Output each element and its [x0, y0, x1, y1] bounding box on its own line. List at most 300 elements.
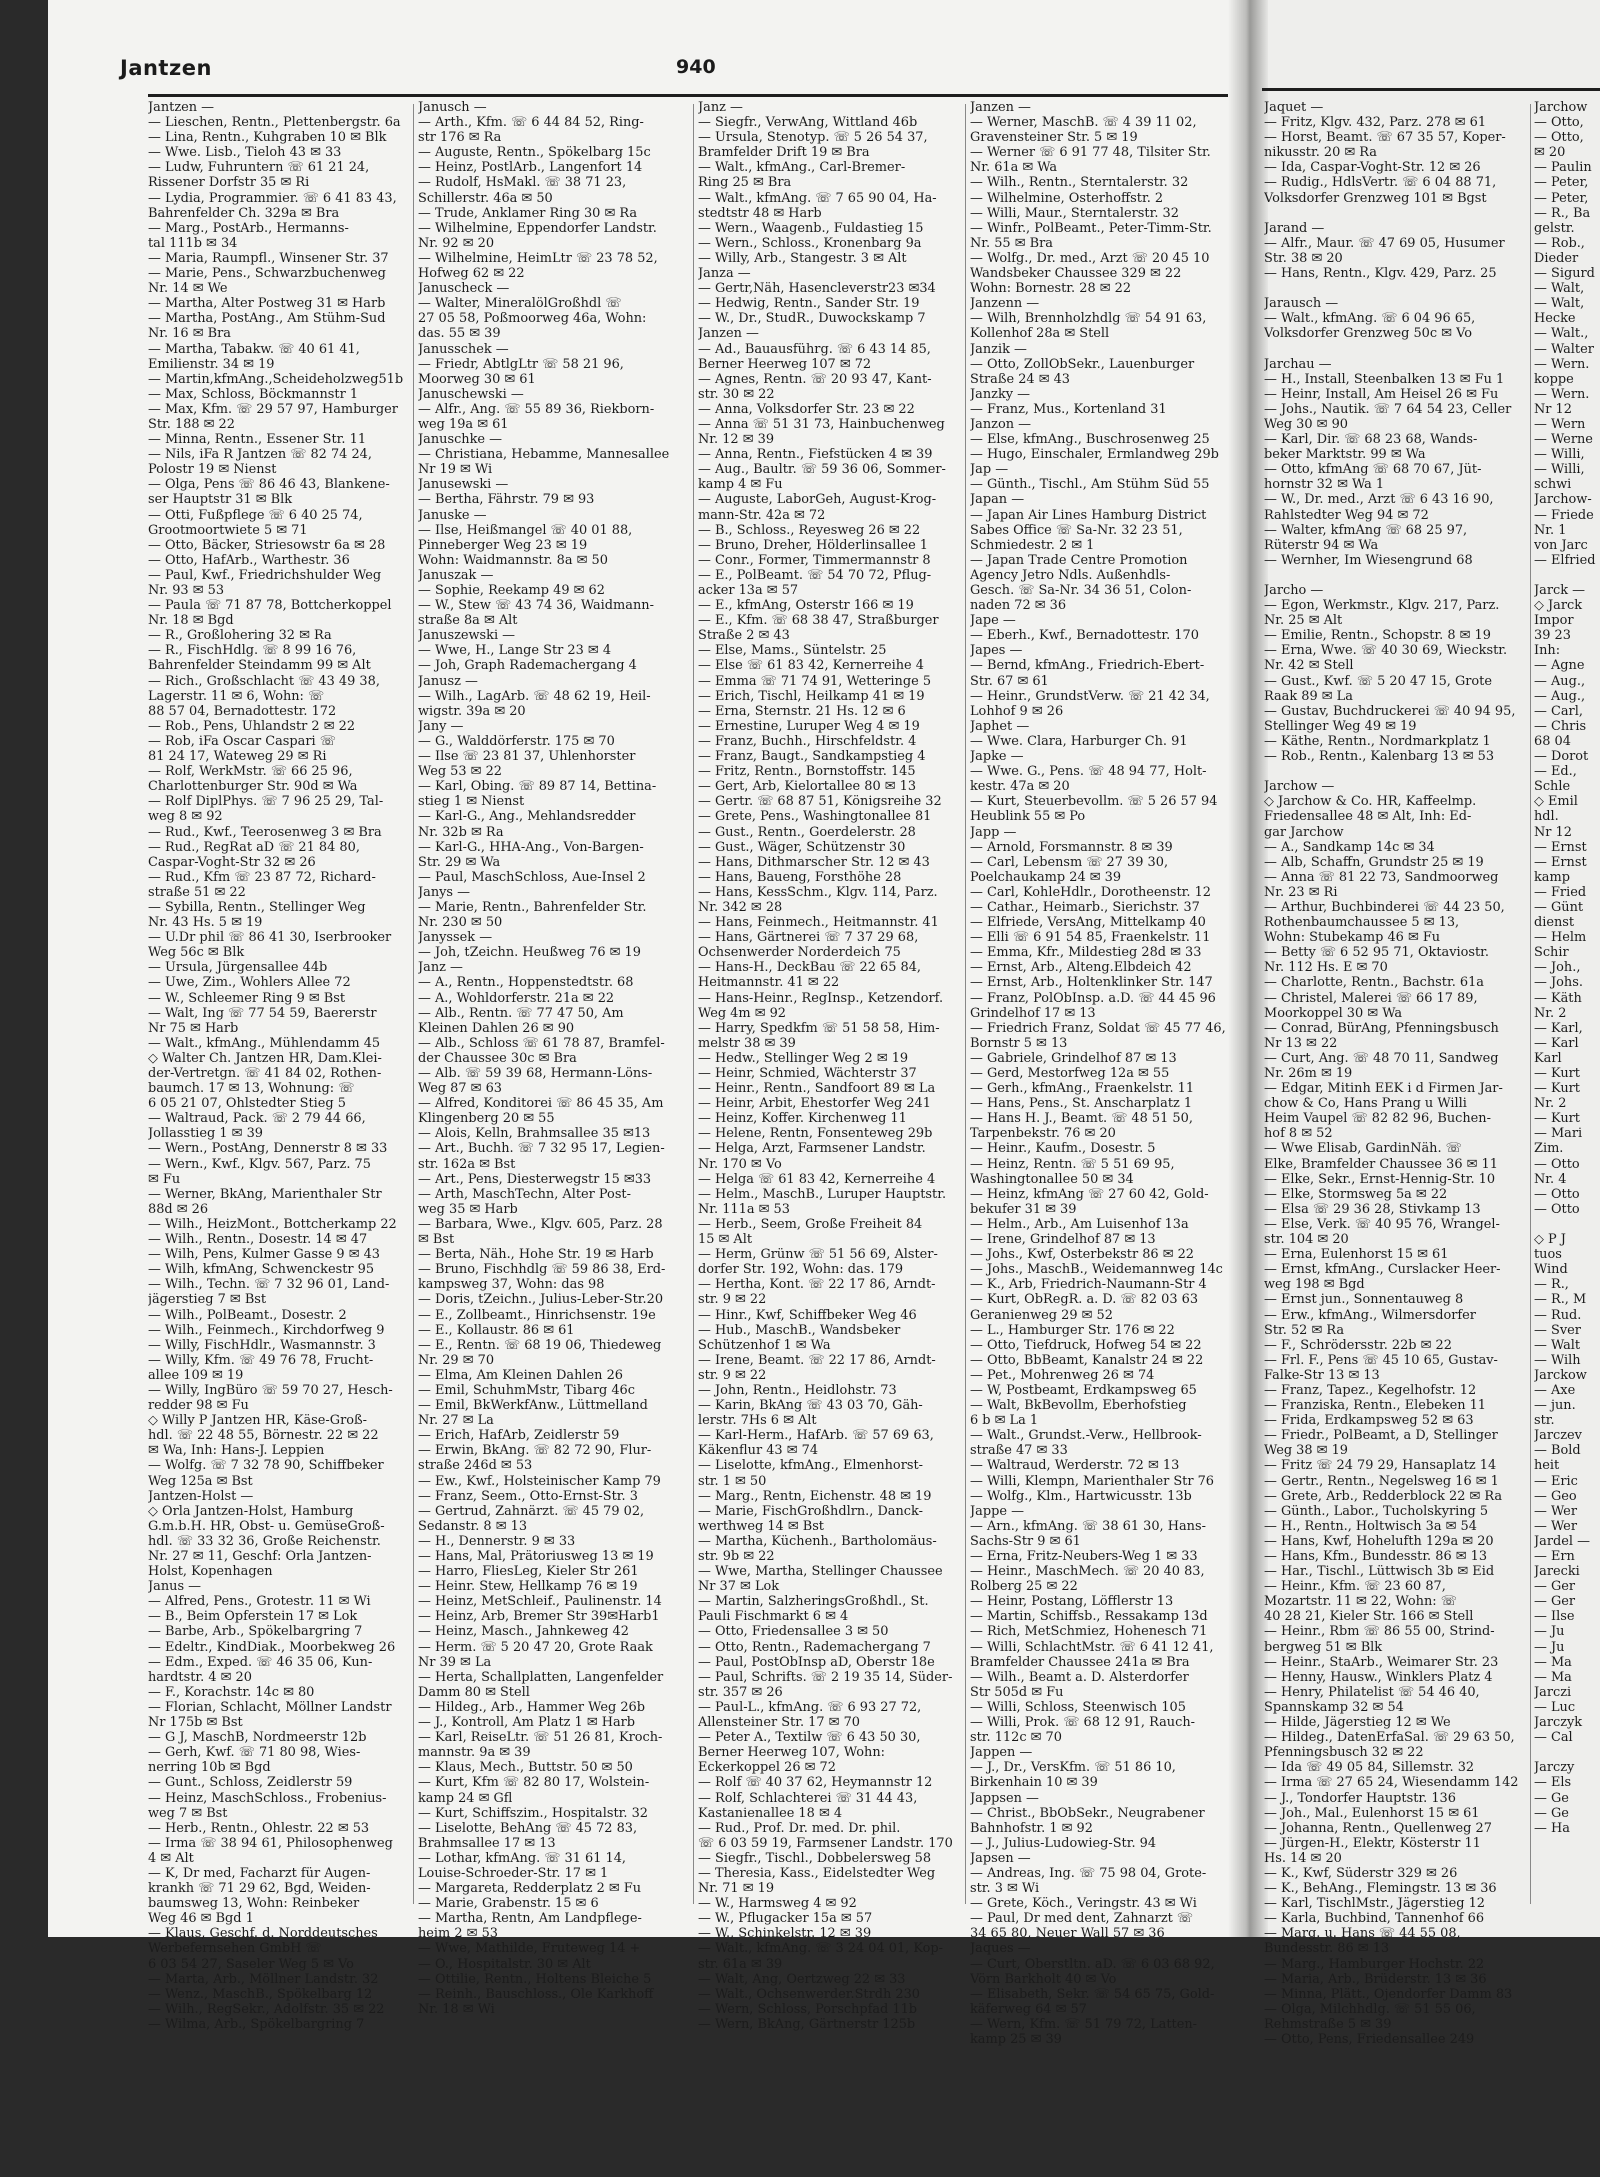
directory-entry-line: Rothenbaumchaussee 5 ✉ 13, [1264, 915, 1460, 931]
directory-entry-line: Hofweg 62 ✉ 22 [418, 266, 525, 282]
directory-entry-line: Weg 4m ✉ 92 [698, 1005, 786, 1021]
directory-entry-line: krankh ☏ 71 29 62, Bgd, Weiden- [148, 1881, 371, 1897]
directory-entry-line: 15 ✉ Alt [698, 1232, 753, 1248]
directory-entry-line: — Christiana, Hebamme, Mannesallee [418, 447, 670, 463]
header-rule [148, 94, 1228, 97]
directory-entry-line: G.m.b.H. HR, Obst- u. GemüseGroß- [148, 1518, 385, 1534]
directory-entry-line: Polostr 19 ✉ Nienst [148, 462, 277, 478]
directory-entry-line: — Irma ☏ 38 94 61, Philosophenweg [148, 1835, 393, 1851]
directory-entry-line: — Christel, Malerei ☏ 66 17 89, [1264, 990, 1478, 1006]
directory-entry-line: — Herm, Grünw ☏ 51 56 69, Alster- [698, 1247, 938, 1263]
directory-entry-line: Str. 38 ✉ 20 [1264, 250, 1343, 266]
directory-entry-line: Berner Heerweg 107 ✉ 72 [698, 356, 872, 372]
directory-entry-line: — Günt [1534, 899, 1584, 915]
directory-entry-line: — Walter [1534, 341, 1594, 357]
directory-entry-line: — Martha, Alter Postweg 31 ✉ Harb [148, 296, 386, 312]
directory-entry-line: — W., Schleemer Ring 9 ✉ Bst [148, 990, 346, 1006]
directory-entry-line: — Hans, Pens., St. Anscharplatz 1 [970, 1096, 1193, 1112]
directory-entry-line: — Marie, FischGroßhdlrn., Danck- [698, 1503, 923, 1519]
directory-entry-line: — Henry, Philatelist ☏ 54 46 40, [1264, 1684, 1480, 1700]
directory-entry-line: Januszak — [418, 567, 494, 583]
directory-entry-line: — Walt [1534, 1337, 1581, 1353]
directory-entry-line: Jaquet — [1264, 100, 1324, 115]
directory-entry-line: — Willi, Prok. ☏ 68 12 91, Rauch- [970, 1715, 1195, 1731]
directory-entry-line: Jantzen — [148, 100, 215, 115]
directory-entry-line: lerstr. 7Hs 6 ✉ Alt [698, 1413, 817, 1429]
directory-entry-line: — Gertr., Rentn., Negelsweg 16 ✉ 1 [1264, 1473, 1499, 1489]
directory-entry-line: — Hans, Mal, Prätoriusweg 13 ✉ 19 [418, 1549, 654, 1564]
directory-entry-line: — Wwe Elisab, GardinNäh. ☏ [1264, 1141, 1462, 1157]
directory-entry-line: nerring 10b ✉ Bgd [148, 1760, 271, 1776]
directory-entry-line: — Willi, SchlachtMstr. ☏ 6 41 12 41, [970, 1639, 1214, 1655]
directory-entry-line: — Wilh., Rentn., Dosestr. 14 ✉ 47 [148, 1232, 368, 1248]
directory-entry-line: — Paul, Dr med dent, Zahnarzt ☏ [970, 1911, 1194, 1927]
directory-entry-line: — Marie, Rentn., Bahrenfelder Str. [418, 899, 647, 915]
directory-column-3 [698, 100, 960, 2032]
directory-entry-line: Weg 46 ✉ Bgd 1 [148, 1911, 254, 1927]
directory-entry-line: — Hilde, Jägerstieg 12 ✉ We [1264, 1715, 1451, 1731]
directory-entry-line: — Sybilla, Rentn., Stellinger Weg [148, 899, 366, 915]
directory-entry-line: — Erna, Wwe. ☏ 40 30 69, Wieckstr. [1264, 643, 1508, 659]
directory-entry-line: — Wern, BkAng, Gärtnerstr 125b [698, 2016, 916, 2032]
directory-entry-line: mannstr. 9a ✉ 39 [418, 1745, 531, 1761]
directory-entry-line: — J., Julius-Ludowieg-Str. 94 [970, 1835, 1157, 1851]
directory-entry-line: straße 246d ✉ 53 [418, 1458, 533, 1474]
directory-entry-line: — Waltraud, Pack. ☏ 2 79 44 66, [148, 1111, 366, 1127]
directory-entry-line: 6 05 21 07, Ohlstedter Stieg 5 [148, 1096, 346, 1112]
directory-entry-line: — Rob, iFa Oscar Caspari ☏ [148, 733, 336, 749]
directory-entry-line: tal 111b ✉ 34 [148, 235, 238, 251]
directory-entry-line: Nr. 112 Hs. E ✉ 70 [1264, 960, 1388, 976]
directory-entry-line: — Walt, Ang, Oertzweg 22 ✉ 33 [698, 1971, 906, 1987]
directory-entry-line [1264, 764, 1534, 779]
directory-entry-line: — Heinr., MaschMech. ☏ 20 40 83, [970, 1564, 1205, 1580]
directory-entry-line: — Wilh., Rentn., Sterntalerstr. 32 [970, 175, 1189, 191]
directory-entry-line [1534, 1217, 1600, 1232]
directory-entry-line: — Hinr., Kwf, Schiffbeker Weg 46 [698, 1307, 917, 1323]
directory-entry-line: — Wern. [1534, 356, 1590, 372]
directory-entry-line: — H., Install, Steenbalken 13 ✉ Fu 1 [1264, 371, 1505, 387]
directory-entry-line: 6 03 54 27, Saseler Weg 5 ✉ Vo [148, 1956, 354, 1972]
directory-entry-line: — Arthur, Buchbinderei ☏ 44 23 50, [1264, 899, 1505, 915]
directory-entry-line: — Otto, BbBeamt, Kanalstr 24 ✉ 22 [970, 1352, 1204, 1368]
directory-entry-line: ◇ P J [1534, 1232, 1566, 1248]
directory-entry-line: — Alb., Schloss ☏ 61 78 87, Bramfel- [418, 1035, 665, 1051]
directory-entry-line: acker 13a ✉ 57 [698, 583, 799, 598]
directory-entry-line: Nr. 92 ✉ 20 [418, 235, 495, 251]
directory-entry-line: — Walt., kfmAng. ☏ 3 24 04 01, Kop- [698, 1941, 944, 1957]
directory-entry-line: str. 112c ✉ 70 [970, 1730, 1062, 1746]
directory-entry-line: — Gerh., kfmAng., Fraenkelstr. 11 [970, 1081, 1195, 1097]
directory-entry-line: — Emma ☏ 71 74 91, Wetteringe 5 [698, 673, 932, 689]
directory-entry-line: jägerstieg 7 ✉ Bst [148, 1292, 267, 1308]
directory-entry-line: — Theresia, Kass., Eidelstedter Weg [698, 1865, 936, 1881]
directory-entry-line: — Wwe, Martha, Stellinger Chaussee [698, 1564, 943, 1580]
directory-entry-line: Moorweg 30 ✉ 61 [418, 371, 536, 387]
directory-entry-line: — Ma [1534, 1669, 1572, 1685]
directory-entry-line: — Otto, Bäcker, Striesowstr 6a ✉ 28 [148, 537, 386, 553]
directory-entry-line: — Lina, Rentn., Kuhgraben 10 ✉ Blk [148, 130, 387, 146]
directory-entry-line: naden 72 ✉ 36 [970, 598, 1067, 614]
directory-entry-line: Heim Vaupel ☏ 82 82 96, Buchen- [1264, 1111, 1491, 1127]
directory-entry-line: Nr. 25 ✉ Alt [1264, 613, 1343, 629]
directory-entry-line: — Rud., RegRat aD ☏ 21 84 80, [148, 839, 360, 855]
directory-entry-line: — Gust., Kwf. ☏ 5 20 47 15, Grote [1264, 673, 1492, 689]
directory-entry-line: — Peter, [1534, 175, 1589, 191]
directory-entry-line: — Frida, Erdkampsweg 52 ✉ 63 [1264, 1413, 1474, 1429]
directory-entry-line: 4 ✉ Alt [148, 1850, 194, 1866]
directory-entry-line: — Elli ☏ 6 91 54 85, Fraenkelstr. 11 [970, 930, 1211, 946]
directory-entry-line: — W, Postbeamt, Erdkampsweg 65 [970, 1382, 1197, 1398]
directory-entry-line: Stellinger Weg 49 ✉ 19 [1264, 718, 1417, 734]
book-gutter [1228, 0, 1268, 1937]
directory-entry-line: — Erna, Eulenhorst 15 ✉ 61 [1264, 1247, 1449, 1263]
directory-entry-line: — Helm [1534, 930, 1587, 946]
directory-entry-line: — Heinz, kfmAng ☏ 27 60 42, Gold- [970, 1186, 1209, 1202]
directory-entry-line: str. 357 ✉ 26 [698, 1684, 783, 1700]
directory-entry-line: Nr. 14 ✉ We [148, 281, 228, 297]
directory-entry-line: Weg 56c ✉ Blk [148, 945, 245, 961]
directory-entry-line: Hs. 14 ✉ 20 [1264, 1850, 1342, 1866]
directory-entry-line: Janys — [418, 884, 471, 900]
directory-entry-line: Werbefernsehen GmbH ☏ [148, 1941, 322, 1957]
directory-entry-line: von Jarc [1534, 537, 1588, 553]
directory-entry-line: — Karl, Obing. ☏ 89 87 14, Bettina- [418, 779, 657, 795]
directory-entry-line: — Arth., Kfm. ☏ 6 44 84 52, Ring- [418, 115, 644, 131]
directory-entry-line: — W., Stew ☏ 43 74 36, Waidmann- [418, 598, 654, 614]
directory-entry-line: — Emilie, Rentn., Schopstr. 8 ✉ 19 [1264, 628, 1491, 644]
directory-entry-line: Nr 175b ✉ Bst [148, 1715, 243, 1731]
directory-entry-line: — Karl, [1534, 1020, 1583, 1036]
directory-entry-line: Dieder [1534, 250, 1579, 266]
directory-entry-line: Straße 24 ✉ 43 [970, 371, 1070, 387]
directory-entry-line: Spannskamp 32 ✉ 54 [1264, 1699, 1404, 1715]
directory-entry-line: Nr. 18 ✉ Bgd [148, 613, 234, 629]
directory-entry-line: — R., [1534, 1277, 1569, 1293]
directory-entry-line: — Sver [1534, 1322, 1581, 1338]
directory-entry-line: — Ge [1534, 1805, 1569, 1821]
directory-entry-line: weg 35 ✉ Harb [418, 1201, 518, 1217]
directory-entry-line: — Heinz, Rentn. ☏ 5 51 69 95, [970, 1156, 1175, 1172]
directory-entry-line: — Wolfg. ☏ 7 32 78 90, Schiffbeker [148, 1458, 384, 1474]
directory-entry-line: Bahrenfelder Steindamm 99 ✉ Alt [148, 658, 371, 674]
directory-entry-line: — Johs. [1534, 975, 1583, 991]
directory-entry-line: — Ilse, Heißmangel ☏ 40 01 88, [418, 522, 633, 538]
directory-entry-line: — Heinr., Kfm. ☏ 23 60 87, [1264, 1579, 1446, 1595]
directory-entry-line: — Ottilie, Rentn., Holtens Bleiche 5 [418, 1971, 652, 1987]
directory-entry-line: Rissener Dorfstr 35 ✉ Ri [148, 175, 310, 191]
directory-entry-line: Nr. 29 ✉ 70 [418, 1352, 495, 1368]
directory-entry-line: Str 505d ✉ Fu [970, 1684, 1064, 1700]
directory-entry-line: ✉ Fu [148, 1171, 181, 1187]
directory-entry-line: Japke — [970, 749, 1024, 765]
directory-entry-line: — Franz, Tapez., Kegelhofstr. 12 [1264, 1382, 1477, 1398]
directory-entry-line: — Irene, Grindelhof 87 ✉ 13 [970, 1232, 1156, 1248]
directory-entry-line: Pfenningsbusch 32 ✉ 22 [1264, 1745, 1424, 1761]
directory-entry-line: — Franziska, Rentn., Elebeken 11 [1264, 1398, 1486, 1414]
directory-entry-line: — A., Sandkamp 14c ✉ 34 [1264, 839, 1435, 855]
directory-entry-line: Jarckow [1534, 1367, 1587, 1383]
directory-entry-line: beker Marktstr. 99 ✉ Wa [1264, 447, 1426, 463]
directory-entry-line: — Arn., kfmAng. ☏ 38 61 30, Hans- [970, 1518, 1206, 1534]
directory-entry-line: — Heinz, PostlArb., Langenfort 14 [418, 160, 643, 176]
directory-entry-line: — Berta, Näh., Hohe Str. 19 ✉ Harb [418, 1247, 654, 1263]
directory-entry-line: — E., Zollbeamt., Hinrichsenstr. 19e [418, 1307, 656, 1323]
directory-entry-line: straße 51 ✉ 22 [148, 884, 246, 900]
directory-entry-line: Rüterstr 94 ✉ Wa [1264, 537, 1379, 553]
directory-entry-line: — Willi, Maur., Sterntalerstr. 32 [970, 205, 1179, 221]
directory-entry-line: der Chaussee 30c ✉ Bra [418, 1050, 577, 1066]
directory-entry-line: — Rud., Kwf., Teerosenweg 3 ✉ Bra [148, 824, 382, 840]
directory-entry-line: — Alb, Schaffn, Grundstr 25 ✉ 19 [1264, 854, 1484, 870]
directory-entry-line: — Japan Air Lines Hamburg District [970, 507, 1207, 523]
directory-column-2 [418, 100, 688, 2017]
directory-entry-line: 88 57 04, Bernadottestr. 172 [148, 703, 337, 719]
directory-entry-line: — Ernst, Arb., Alteng.Elbdeich 42 [970, 960, 1192, 976]
directory-entry-line: — Liselotte, kfmAng., Elmenhorst- [698, 1458, 924, 1474]
directory-entry-line: — Wenz., MaschB., Spökelbarg 12 [148, 1986, 373, 2002]
directory-entry-line: — Erna, Sternstr. 21 Hs. 12 ✉ 6 [698, 703, 906, 719]
directory-entry-line: — Max, Kfm. ☏ 29 57 97, Hamburger [148, 401, 398, 417]
directory-entry-line: Janus — [148, 1579, 202, 1595]
directory-entry-line: Elke, Bramfelder Chaussee 36 ✉ 11 [1264, 1156, 1498, 1172]
directory-entry-line: das. 55 ✉ 39 [418, 326, 501, 342]
directory-entry-line: — Siegfr., Tischl., Dobbelersweg 58 [698, 1850, 932, 1866]
directory-entry-line: — K., BehAng., Flemingstr. 13 ✉ 36 [1264, 1881, 1497, 1897]
directory-entry-line: Nr. 61a ✉ Wa [970, 160, 1058, 176]
directory-entry-line: — Wilh, Brennholzhdlg ☏ 54 91 63, [970, 311, 1207, 327]
directory-entry-line: — Wilhelmine, HeimLtr ☏ 23 78 52, [418, 250, 658, 266]
directory-entry-line: nikusstr. 20 ✉ Ra [1264, 145, 1377, 161]
directory-entry-line: Janusch — [418, 100, 487, 115]
directory-entry-line: chow & Co, Hans Prang u Willi [1264, 1096, 1467, 1112]
directory-entry-line: — Rolf, WerkMstr. ☏ 66 25 96, [148, 764, 353, 780]
directory-entry-line: weg 19a ✉ 61 [418, 416, 509, 432]
directory-entry-line: 88d ✉ 26 [148, 1201, 209, 1217]
directory-entry-line: — K., Kwf, Süderstr 329 ✉ 26 [1264, 1865, 1458, 1881]
directory-entry-line: — Waltraud, Werderstr. 72 ✉ 13 [970, 1458, 1180, 1474]
directory-entry-line: — jun. [1534, 1398, 1576, 1414]
directory-entry-line: — Willy, Arb., Stangestr. 3 ✉ Alt [698, 250, 907, 266]
directory-entry-line: Sabes Office ☏ Sa-Nr. 32 23 51, [970, 522, 1183, 538]
directory-entry-line: heit [1534, 1458, 1560, 1474]
directory-entry-line: — Heinz, MetSchleif., Paulinenstr. 14 [418, 1594, 662, 1610]
directory-entry-line: — Elma, Am Kleinen Dahlen 26 [418, 1367, 623, 1383]
directory-entry-line: — Wolfg., Klm., Hartwicusstr. 13b [970, 1488, 1192, 1504]
directory-entry-line: — Anna ☏ 81 22 73, Sandmoorweg [1264, 869, 1499, 885]
directory-entry-line: Nr 13 ✉ 22 [1264, 1035, 1338, 1051]
directory-entry-line: — Rolf, Schlachterei ☏ 31 44 43, [698, 1790, 918, 1806]
directory-entry-line: Jantzen-Holst — [148, 1488, 254, 1504]
directory-entry-line: — Carl, [1534, 703, 1583, 719]
directory-entry-line: Ring 25 ✉ Bra [698, 175, 792, 191]
directory-entry-line: — Edgar, Mitinh EEK i d Firmen Jar- [1264, 1081, 1503, 1097]
directory-entry-line: — Gertrud, Zahnärzt. ☏ 45 79 02, [418, 1503, 645, 1519]
directory-entry-line: — Wern [1534, 416, 1586, 432]
directory-entry-line: Weg 125a ✉ Bst [148, 1473, 253, 1489]
directory-entry-line: — R., M [1534, 1292, 1587, 1308]
directory-entry-line: — Barbe, Arb., Spökelbargring 7 [148, 1624, 363, 1640]
directory-entry-line: — Eberh., Kwf., Bernadottestr. 170 [970, 628, 1199, 644]
directory-entry-line: — E., kfmAng, Osterstr 166 ✉ 19 [698, 598, 914, 614]
directory-entry-line: — W., Dr., StudR., Duwockskamp 7 [698, 311, 926, 327]
directory-entry-line: Wohn: Bornestr. 28 ✉ 22 [970, 281, 1132, 297]
directory-entry-line: — J., Dr., VersKfm. ☏ 51 86 10, [970, 1760, 1176, 1776]
directory-entry-line: Jarchow [1534, 100, 1588, 115]
directory-entry-line: — Wilh., Beamt a. D. Alsterdorfer [970, 1669, 1189, 1685]
directory-entry-line: Klingenberg 20 ✉ 55 [418, 1111, 555, 1127]
directory-entry-line: — Anna ☏ 51 31 73, Hainbuchenweg [698, 416, 945, 432]
directory-entry-line: Bornstr 5 ✉ 13 [970, 1035, 1068, 1051]
directory-entry-line: — Wilh, kfmAng, Schwenckestr 95 [148, 1262, 375, 1278]
directory-entry-line: — Walt., kfmAng. ☏ 7 65 90 04, Ha- [698, 190, 937, 206]
directory-entry-line: — Walt., kfmAng., Carl-Bremer- [698, 160, 906, 176]
directory-entry-line: Januschke — [418, 432, 503, 448]
directory-entry-line: 6 b ✉ La 1 [970, 1413, 1039, 1429]
directory-entry-line: — Fritz ☏ 24 79 29, Hansaplatz 14 [1264, 1458, 1497, 1474]
directory-entry-line: Zim. [1534, 1141, 1564, 1157]
directory-entry-line: — Ernst jun., Sonnentauweg 8 [1264, 1292, 1464, 1308]
directory-entry-line: Jany — [418, 718, 464, 734]
directory-entry-line: Nr. 27 ✉ La [418, 1413, 494, 1429]
directory-entry-line: Januszewski — [418, 628, 516, 644]
directory-entry-line: Nr. 32b ✉ Ra [418, 824, 504, 840]
directory-entry-line: — Arnold, Forsmannstr. 8 ✉ 39 [970, 839, 1173, 855]
directory-entry-line: — Axe [1534, 1382, 1576, 1398]
directory-entry-line: str. 30 ✉ 22 [698, 386, 775, 402]
directory-entry-line: — Art., Buchh. ☏ 7 32 95 17, Legien- [418, 1141, 665, 1157]
directory-entry-line: werthweg 14 ✉ Bst [698, 1518, 824, 1534]
directory-entry-line: — Helm., MaschB., Luruper Hauptstr. [698, 1186, 947, 1202]
directory-entry-line: — Ida ☏ 49 05 84, Sillemstr. 32 [1264, 1760, 1475, 1776]
directory-entry-line: — L., Hamburger Str. 176 ✉ 22 [970, 1322, 1175, 1338]
directory-entry-line: str. 9 ✉ 22 [698, 1292, 767, 1308]
directory-entry-line: Janzon — [970, 416, 1031, 432]
directory-entry-line: Agency Jetro Ndls. Außenhdls- [970, 567, 1171, 583]
column-divider [413, 104, 414, 1904]
directory-entry-line: Moorkoppel 30 ✉ Wa [1264, 1005, 1403, 1021]
directory-entry-line: — Franz, Mus., Kortenland 31 [970, 401, 1167, 417]
directory-entry-line: — Erwin, BkAng. ☏ 82 72 90, Flur- [418, 1443, 652, 1459]
directory-entry-line: — Olga, Pens ☏ 86 46 43, Blankene- [148, 477, 390, 493]
directory-entry-line: — Else ☏ 61 83 42, Kernerreihe 4 [698, 658, 924, 674]
directory-entry-line: hornstr 32 ✉ Wa 1 [1264, 477, 1385, 493]
directory-entry-line: baumsweg 13, Wohn: Reinbeker [148, 1896, 360, 1912]
directory-entry-line: — Olga, Milchhdlg. ☏ 51 55 06, [1264, 2001, 1476, 2017]
directory-entry-line: Impor [1534, 613, 1574, 629]
directory-entry-line: Nr. 42 ✉ Stell [1264, 658, 1354, 674]
directory-entry-line: ◇ Emil [1534, 794, 1578, 810]
directory-entry-line: Bahrenfelder Ch. 329a ✉ Bra [148, 205, 340, 221]
directory-entry-line: — Bruno, Dreher, Hölderlinsallee 1 [698, 537, 928, 553]
directory-entry-line: Allensteiner Str. 17 ✉ 70 [698, 1715, 860, 1731]
directory-entry-line: Jarand — [1264, 220, 1325, 236]
directory-entry-line: — Auguste, Rentn., Spökelbarg 15c [418, 145, 651, 161]
directory-entry-line: Nr. 2 [1534, 1096, 1567, 1112]
directory-entry-line: — Kurt, Steuerbevollm. ☏ 5 26 57 94 [970, 794, 1218, 810]
directory-entry-line: — Bertha, Fährstr. 79 ✉ 93 [418, 492, 595, 508]
directory-entry-line: Str. 29 ✉ Wa [418, 854, 501, 870]
directory-entry-line: — F., Schrödersstr. 22b ✉ 22 [1264, 1337, 1452, 1353]
directory-entry-line: — Ad., Bauausführg. ☏ 6 43 14 85, [698, 341, 931, 357]
directory-entry-line: ✉ Bst [418, 1232, 455, 1248]
directory-entry-line: — Bold [1534, 1443, 1581, 1459]
directory-entry-line: — Karl-G., Ang., Mehlandsredder [418, 809, 636, 825]
directory-entry-line: — Wwe, H., Lange Str 23 ✉ 4 [418, 643, 612, 659]
directory-entry-line: — Trude, Anklamer Ring 30 ✉ Ra [418, 205, 638, 221]
directory-entry-line: Janzen — [698, 326, 759, 342]
directory-entry-line: — Heinr, Arbit, Ehestorfer Weg 241 [698, 1096, 931, 1112]
directory-entry-line: Str. 188 ✉ 22 [148, 416, 235, 432]
directory-entry-line: Karl [1534, 1050, 1562, 1066]
directory-entry-line: — Franz, Seem., Otto-Ernst-Str. 3 [418, 1488, 638, 1504]
directory-entry-line: — B., Beim Opferstein 17 ✉ Lok [148, 1609, 358, 1625]
directory-entry-line: — Walt., kfmAng., Mühlendamm 45 [148, 1035, 381, 1051]
directory-entry-line: — Wwe, Mathilde, Fruteweg 14 + [418, 1941, 641, 1957]
directory-entry-line: — Heinr. Stew, Hellkamp 76 ✉ 19 [418, 1579, 638, 1595]
directory-entry-line: — Wilh [1534, 1352, 1581, 1368]
directory-entry-line: — R., FischHdlg. ☏ 8 99 16 76, [148, 643, 357, 659]
directory-entry-line: — Friedrich Franz, Soldat ☏ 45 77 46, [970, 1020, 1226, 1036]
directory-entry-line: — Gustav, Buchdruckerei ☏ 40 94 95, [1264, 703, 1516, 719]
directory-entry-line: — Joh., Mal., Eulenhorst 15 ✉ 61 [1264, 1805, 1480, 1821]
directory-entry-line: — Har., Tischl., Lüttwisch 3b ✉ Eid [1264, 1564, 1495, 1580]
directory-entry-line: Jap — [970, 462, 1009, 478]
directory-entry-line: — Irma ☏ 27 65 24, Wiesendamm 142 [1264, 1775, 1519, 1791]
directory-entry-line: — Heinr., Rentn., Sandfoort 89 ✉ La [698, 1081, 936, 1097]
running-head-name: Jantzen [120, 56, 212, 80]
directory-entry-line: Januscheck — [418, 281, 510, 297]
directory-entry-line: — Hans, Gärtnerei ☏ 7 37 29 68, [698, 930, 919, 946]
directory-entry-line: — Ha [1534, 1820, 1570, 1836]
directory-entry-line: Rahlstedter Weg 94 ✉ 72 [1264, 507, 1429, 523]
directory-entry-line: — Paul-L., kfmAng. ☏ 6 93 27 72, [698, 1699, 922, 1715]
directory-entry-line: — Gertr. ☏ 68 87 51, Königsreihe 32 [698, 794, 942, 810]
directory-entry-line: — Wern., PostAng, Dennerstr 8 ✉ 33 [148, 1141, 388, 1157]
directory-entry-line: Weg 30 ✉ 90 [1264, 416, 1348, 432]
directory-entry-line: — Lieschen, Rentn., Plettenbergstr. 6a [148, 115, 401, 131]
directory-entry-line: — Gert, Arb, Kielortallee 80 ✉ 13 [698, 779, 917, 795]
directory-entry-line: — Rob., Rentn., Kalenbarg 13 ✉ 53 [1264, 749, 1495, 765]
directory-entry-line: Raak 89 ✉ La [1264, 688, 1353, 704]
directory-entry-line: — Rud., Kfm ☏ 23 87 72, Richard- [148, 869, 376, 885]
directory-entry-line: Jarczi [1534, 1684, 1572, 1700]
directory-entry-line: — Otto, [1534, 115, 1584, 131]
directory-entry-line: — Walt, Ing ☏ 77 54 59, Baererstr [148, 1005, 377, 1021]
directory-entry-line: — Hans, KessSchm., Klgv. 114, Parz. [698, 884, 938, 900]
directory-entry-line: — Werner, MaschB. ☏ 4 39 11 02, [970, 115, 1197, 131]
directory-entry-line: — Elsa ☏ 29 36 28, Stivkamp 13 [1264, 1201, 1481, 1217]
directory-entry-line: — Marta, Arb., Möllner Landstr. 32 [148, 1971, 379, 1987]
directory-entry-line: — Martin,kfmAng.,Scheideholzweg51b [148, 371, 404, 387]
directory-entry-line: Emilienstr. 34 ✉ 19 [148, 356, 275, 372]
directory-entry-line: — Emil, SchuhmMstr, Tibarg 46c [418, 1382, 635, 1398]
directory-entry-line: — Heinz, Koffer. Kirchenweg 11 [698, 1111, 907, 1127]
directory-entry-line: — Erich, HafArb, Zeidlerstr 59 [418, 1428, 620, 1444]
directory-entry-line: — Hildeg., Arb., Hammer Weg 26b [418, 1699, 646, 1715]
directory-entry-line: Janzenn — [970, 296, 1040, 312]
directory-entry-line: — Wern., Waagenb., Fuldastieg 15 [698, 220, 924, 236]
directory-entry-line: — Ew., Kwf., Holsteinischer Kamp 79 [418, 1473, 661, 1489]
directory-entry-line: str. 3 ✉ Wi [970, 1881, 1040, 1897]
directory-entry-line: Kastanienallee 18 ✉ 4 [698, 1805, 843, 1821]
directory-entry-line: Volksdorfer Grenzweg 50c ✉ Vo [1264, 326, 1472, 342]
directory-entry-line: — Gabriele, Grindelhof 87 ✉ 13 [970, 1050, 1177, 1066]
directory-entry-line: — W., Schinkelstr. 12 ✉ 39 [698, 1926, 872, 1942]
directory-column-5 [1264, 100, 1534, 2047]
directory-entry-line: — Ern [1534, 1549, 1575, 1564]
directory-entry-line: — Conr., Former, Timmermannstr 8 [698, 552, 931, 568]
